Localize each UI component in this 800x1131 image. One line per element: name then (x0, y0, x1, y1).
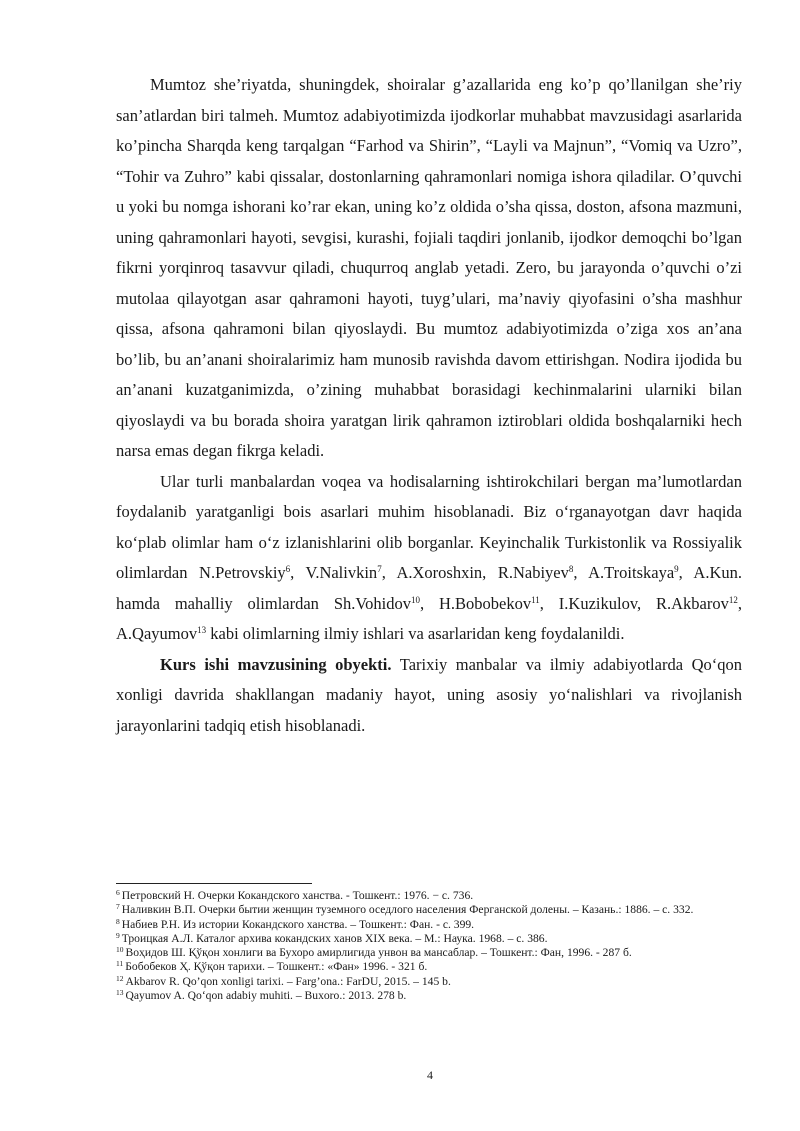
footnote-ref[interactable]: 11 (531, 594, 540, 605)
separator-text: , A.Xoroshxin, (381, 563, 498, 582)
footnote-text: Набиев Р.Н. Из истории Кокандского ханства. – Тошкент.: Фан. - с. 399. (121, 917, 475, 931)
paragraph-research-object (116, 650, 742, 742)
footnote-text: Akbarov R. Qo’qon xonligi tarixi. – Farg’ona.: FarDU, 2015. – 145 b. (125, 974, 451, 988)
footnote-number: 12 (116, 973, 124, 983)
footnote-item (116, 903, 744, 917)
footnote-item (116, 960, 744, 974)
author-name: A.Qayumov (116, 624, 198, 643)
footnote-item (116, 946, 744, 960)
author-name: R.Nabiyev (497, 563, 569, 582)
footnote-text: Воҳидов Ш. Қўқон хонлиги ва Бухоро амирлигида унвон ва мансаблар. – Тошкент.: Фан, 1996. - 287 б. (125, 946, 632, 960)
footnotes (116, 889, 744, 1003)
footnote-text: Петровский Н. Очерки Кокандского ханства. - Тошкент.: 1976. − с. 736. (121, 889, 474, 902)
footnote-ref[interactable]: 7 (377, 564, 382, 574)
footnote-text: Бобобеков Ҳ. Қўқон тарихи. – Тошкент.: «Фан» 1996. - 321 б. (125, 960, 428, 974)
paragraph-talmeh (116, 70, 742, 467)
author-name: A.Troitskaya (588, 563, 675, 582)
footnote-item (116, 918, 744, 932)
separator-text: , (290, 563, 306, 582)
section-heading: Kurs ishi mavzusining obyekti. (160, 654, 392, 674)
footnote-ref[interactable]: 10 (411, 594, 420, 605)
footnote-item (116, 975, 744, 989)
footnote-divider (116, 883, 312, 884)
footnote-item (116, 932, 744, 946)
paragraph-text: Mumtoz she’riyatda, shuningdek, shoiralar g’azallarida eng ko’p qo’llanilgan she’riy san’atlardan biri talmeh. Mumtoz adabiyotimizda ijodkorlar muhabbat mavzusidagi asarlarida ko’pincha Sharqda keng tarqalgan “Farhod va Shirin”, “Layli va Majnun”, “Vomiq va Uzro”, “Tohir va Zuhro” kabi qissalar, dostonlarning qahramonlari nomiga ishora qiladilar. O’quvchi u yoki bu nomga ishorani ko’rar ekan, uning ko’z oldida o’sha qissa, doston, afsona mazmuni, uning qahramonlari hayoti, sevgisi, kurashi, fojiali taqdiri jonlanib, ijodkor demoqchi bo’lgan fikrni yorqinroq tasavvur qiladi, chuqurroq anglab yetadi. Zero, bu jarayonda o’quvchi o’zi mutolaa qilayotgan asar qahramoni hayoti, tuyg’ulari, ma’naviy qiyofasini o’sha mashhur qissa, afsona qahramoni bilan qiyoslaydi. Bu mumtoz adabiyotimizda o’ziga xos an’ana bo’lib, bu an’anani shoiralarimiz ham munosib ravishda davom ettirishgan. Nodira ijodida bu an’anani kuzatganimizda, o’zining muhabbat borasidagi kechinmalarini ularniki bilan qiyoslaydi va bu borada shoira yaratgan lirik qahramon iztiroblari oldida boshqalarniki hech narsa emas degan fikrga keladi. (116, 75, 742, 460)
separator-text: , (573, 563, 589, 582)
separator-text: , (420, 593, 439, 613)
footnote-number: 6 (116, 888, 120, 897)
footnote-ref[interactable]: 8 (568, 564, 574, 574)
footnote-ref[interactable]: 13 (197, 625, 207, 635)
paragraph-sources (116, 467, 742, 650)
footnote-number: 9 (116, 930, 120, 940)
footnote-ref[interactable]: 6 (285, 564, 291, 574)
paragraph-text: , A.Kun. hamda mahalliy olimlardan (116, 563, 742, 613)
footnote-number: 13 (116, 988, 124, 998)
author-name: V.Nalivkin (305, 563, 378, 582)
footnote-item (116, 889, 744, 903)
footnote-text: Наливкин В.П. Очерки бытии женщин туземного оседлого населения Ферганской долены. – Казань.: 1886. – с. 332. (121, 903, 694, 917)
author-name: Sh.Vohidov (333, 593, 411, 613)
paragraph-text: Ular turli manbalardan voqea va hodisalarning ishtirokchilari bergan ma’lumotlardan foydalanib yaratganligi bois asarlari muhim hisoblanadi. Biz o‘rganayotgan davr haqida ko‘plab olimlar ham o‘z izlanishlarini olib borganlar. Keyinchalik Turkistonlik va Rossiyalik olimlardan (116, 471, 742, 582)
footnote-number: 7 (116, 902, 120, 912)
paragraph-text: Tarixiy manbalar va ilmiy adabiyotlarda Qo‘qon xonligi davrida shakllangan madaniy hayot, uning asosiy yo‘nalishlari va rivojlanish jarayonlarini tadqiq etish hisoblanadi. (116, 654, 742, 735)
paragraph-text: kabi olimlarning ilmiy ishlari va asarlaridan keng foydalanildi. (206, 624, 625, 643)
footnote-ref[interactable]: 9 (674, 564, 679, 574)
footnote-number: 10 (116, 945, 124, 955)
author-name: R.Akbarov (656, 593, 729, 613)
separator-text: , (737, 593, 742, 613)
footnote-item (116, 989, 744, 1003)
body-text (116, 70, 742, 741)
footnote-number: 8 (116, 916, 120, 926)
footnote-text: Qayumov A. Qo‘qon adabiy muhiti. – Buxoro.: 2013. 278 b. (125, 989, 407, 1003)
footnote-ref[interactable]: 12 (728, 594, 738, 605)
author-name: H.Bobobekov (439, 593, 532, 613)
footnote-number: 11 (116, 959, 124, 969)
separator-text: , I.Kuzikulov, (539, 593, 656, 613)
author-name: N.Petrovskiy (199, 563, 286, 582)
footnote-text: Троицкая А.Л. Каталог архива кокандских ханов XIX века. – М.: Наука. 1968. – с. 386. (121, 931, 548, 945)
page-number: 4 (427, 1068, 433, 1082)
